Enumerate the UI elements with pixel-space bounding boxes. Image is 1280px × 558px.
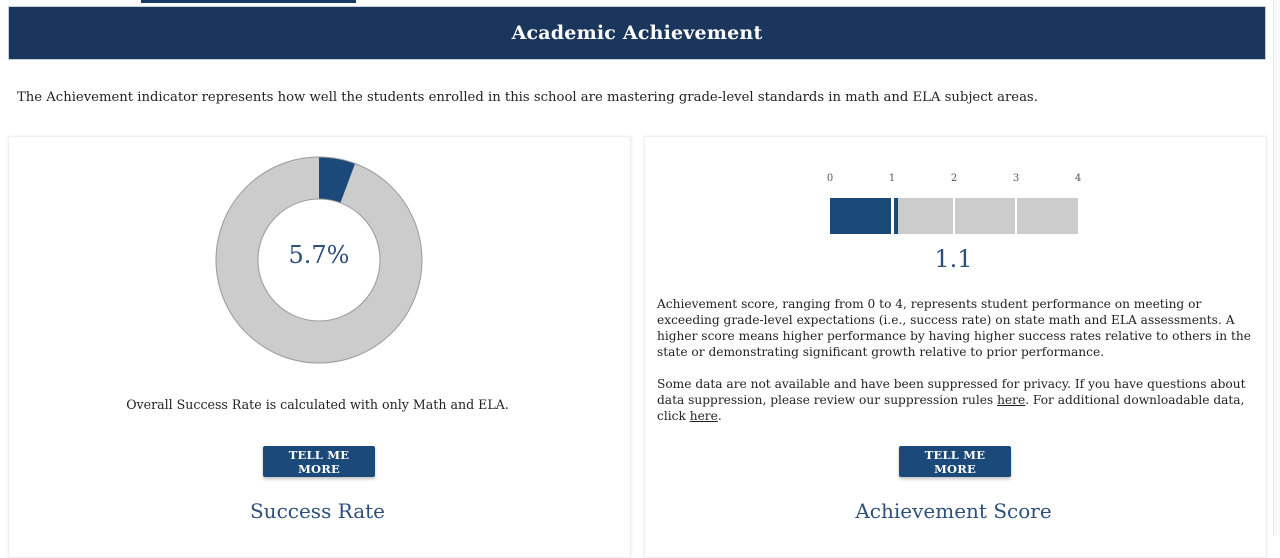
suppression-text-1: Some data are not available and have been suppressed for privacy. If you have questions about data suppression, please review our suppression rules [657,377,1246,407]
success-rate-heading: Success Rate [249,499,386,523]
scale-tick-label: 4 [1074,173,1082,184]
suppression-rules-link[interactable]: here [997,393,1026,407]
achievement-score-scale [825,173,1085,233]
scale-tick-label: 3 [1012,173,1020,184]
achievement-score-tell-me-more-button[interactable]: TELL ME MORE [899,446,1011,477]
active-tab-indicator [141,0,356,3]
section-title: Academic Achievement [511,22,763,44]
success-rate-value: 5.7% [288,241,350,269]
suppression-text-3: . [717,409,722,423]
achievement-score-heading: Achievement Score [855,499,1052,523]
success-rate-panel [8,136,631,558]
intro-text: The Achievement indicator represents how well the students enrolled in this school are mastering grade-level standards in math and ELA subject areas. [17,90,1038,105]
scale-tick-label: 2 [950,173,958,184]
achievement-score-panel [644,136,1267,558]
scale-tick-label: 1 [888,173,896,184]
scrollbar[interactable] [1273,0,1280,536]
section-header [8,6,1266,60]
achievement-score-description: Achievement score, ranging from 0 to 4, represents student performance on meeting or exceeding grade-level expectations (i.e., success rate) on state math and ELA assessments. A higher score means higher performance by having higher success rates relative to others in the state or demonstrating significant growth relative to prior performance. [657,297,1251,359]
score-bar-separator [953,198,955,234]
achievement-score-description-block [657,296,1257,440]
suppression-text-2: . For additional downloadable data, click [657,393,1245,423]
scale-tick-label: 0 [826,173,834,184]
score-bar-separator [1015,198,1017,234]
success-rate-tell-me-more-button[interactable]: TELL ME MORE [263,446,375,477]
success-rate-note: Overall Success Rate is calculated with only Math and ELA. [126,397,509,412]
downloadable-data-link[interactable]: here [689,409,718,423]
achievement-score-value: 1.1 [934,245,973,273]
suppression-note [657,376,1257,424]
score-bar-marker [891,198,894,234]
score-bar-fill [830,198,898,234]
